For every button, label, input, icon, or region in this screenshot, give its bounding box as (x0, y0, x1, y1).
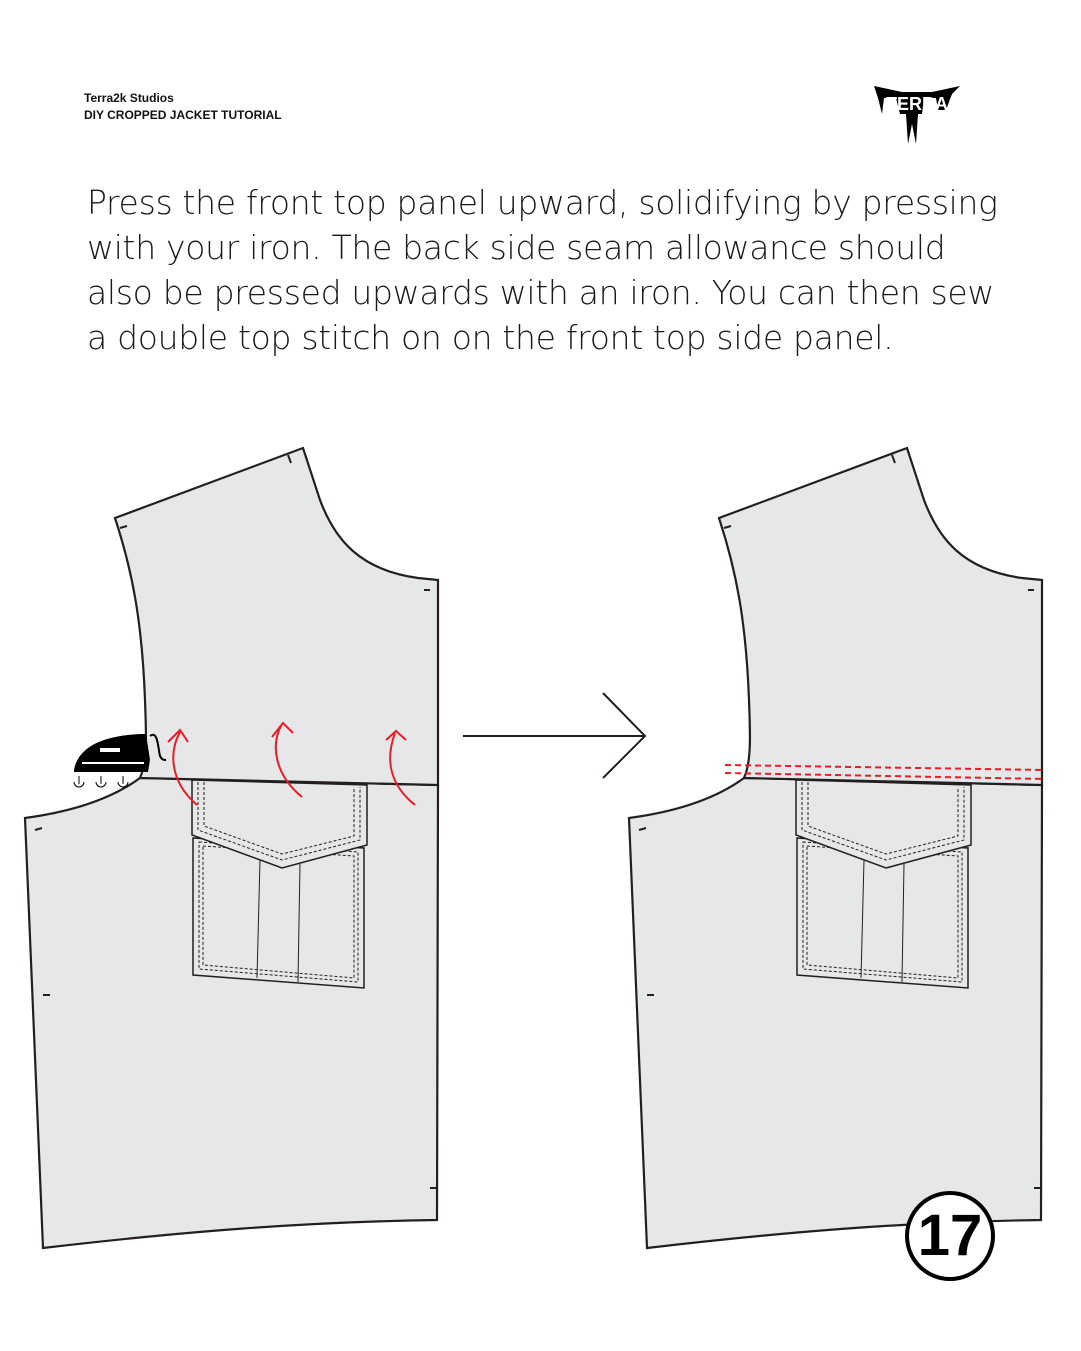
jacket-front-panel-before (25, 448, 438, 1248)
studio-name: Terra2k Studios (84, 91, 174, 105)
svg-text:TERRA: TERRA (886, 94, 948, 114)
step-number: 17 (917, 1203, 983, 1268)
tutorial-title: DIY CROPPED JACKET TUTORIAL (84, 108, 282, 122)
jacket-front-panel-after (629, 448, 1042, 1248)
next-step-arrow (463, 693, 645, 778)
instruction-text: Press the front top panel upward, solidifying by pressing with your iron. The back side seam allowance should also be pressed upwards with an iron. You can then sew a double top stitch on on the front top side panel. (87, 183, 998, 357)
